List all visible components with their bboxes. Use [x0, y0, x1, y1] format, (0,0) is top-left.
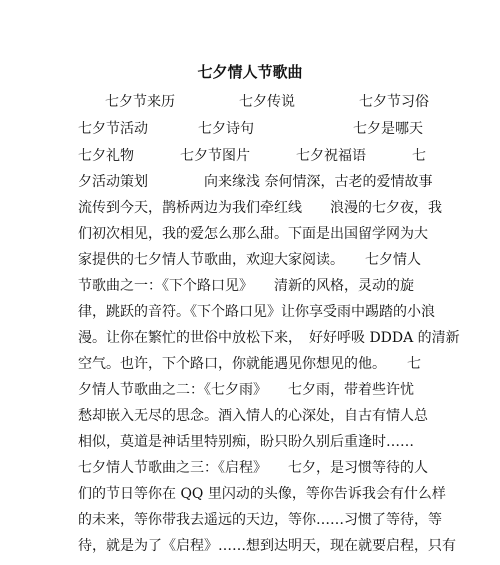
- link-qixi-date[interactable]: 七夕是哪天: [353, 121, 423, 137]
- related-links-row-2: [78, 119, 424, 139]
- body-line: 节歌曲之一：《下个路口见》 清新的风格，灵动的旋: [78, 278, 414, 294]
- body-line: 空气。也许，下个路口，你就能遇见你想见的他。 七: [78, 356, 421, 372]
- body-line: 律，跳跃的音符。《下个路口见》让你享受雨中踢踏的小浪: [78, 304, 435, 320]
- page-title: 七夕情人节歌曲: [197, 63, 303, 81]
- body-line: 夕活动策划 向来缘浅 奈何情深，古老的爱情故事: [78, 174, 433, 190]
- link-qixi-gifts[interactable]: 七夕礼物: [78, 148, 134, 164]
- body-line: 们的节日等你在 QQ 里闪动的头像，等你告诉我会有什么样: [78, 486, 446, 502]
- link-qixi-greetings[interactable]: 七夕祝福语: [296, 148, 366, 164]
- link-qixi-customs[interactable]: 七夕节习俗: [359, 94, 429, 110]
- body-line: 漫。让你在繁忙的世俗中放松下来， 好好呼吸 DDDA 的清新: [78, 330, 460, 346]
- body-line: 流传到今天，鹊桥两边为我们牵红线 浪漫的七夕夜，我: [78, 200, 442, 216]
- link-qixi-pictures[interactable]: 七夕节图片: [180, 148, 250, 164]
- link-qixi-origin[interactable]: 七夕节来历: [105, 94, 175, 110]
- body-line: 愁却嵌入无尽的思念。酒入情人的心深处，自古有情人总: [78, 408, 428, 424]
- link-qixi-legend[interactable]: 七夕传说: [239, 94, 295, 110]
- link-qixi-planning-start[interactable]: 七: [412, 148, 426, 164]
- body-line: 夕情人节歌曲之二：《七夕雨》 七夕雨，带着些许忧: [78, 382, 414, 398]
- body-line: 相似，莫道是神话里特别痴，盼只盼久别后重逢时……: [78, 434, 414, 450]
- body-line: 待，就是为了《启程》……想到达明天，现在就要启程，只有: [78, 538, 456, 554]
- related-links-row-1: [78, 92, 429, 112]
- link-qixi-poems[interactable]: 七夕诗句: [198, 121, 254, 137]
- related-links-row-3: [78, 146, 424, 166]
- body-line: 家提供的七夕情人节歌曲，欢迎大家阅读。 七夕情人: [78, 252, 421, 268]
- body-line: 们初次相见，我的爱怎么那么甜。下面是出国留学网为大: [78, 226, 428, 242]
- body-line: 的未来，等你带我去遥远的天边，等你……习惯了等待，等: [78, 512, 442, 528]
- body-line: 七夕情人节歌曲之三：《启程》 七夕，是习惯等待的人: [78, 460, 428, 476]
- link-qixi-activities[interactable]: 七夕节活动: [78, 121, 148, 137]
